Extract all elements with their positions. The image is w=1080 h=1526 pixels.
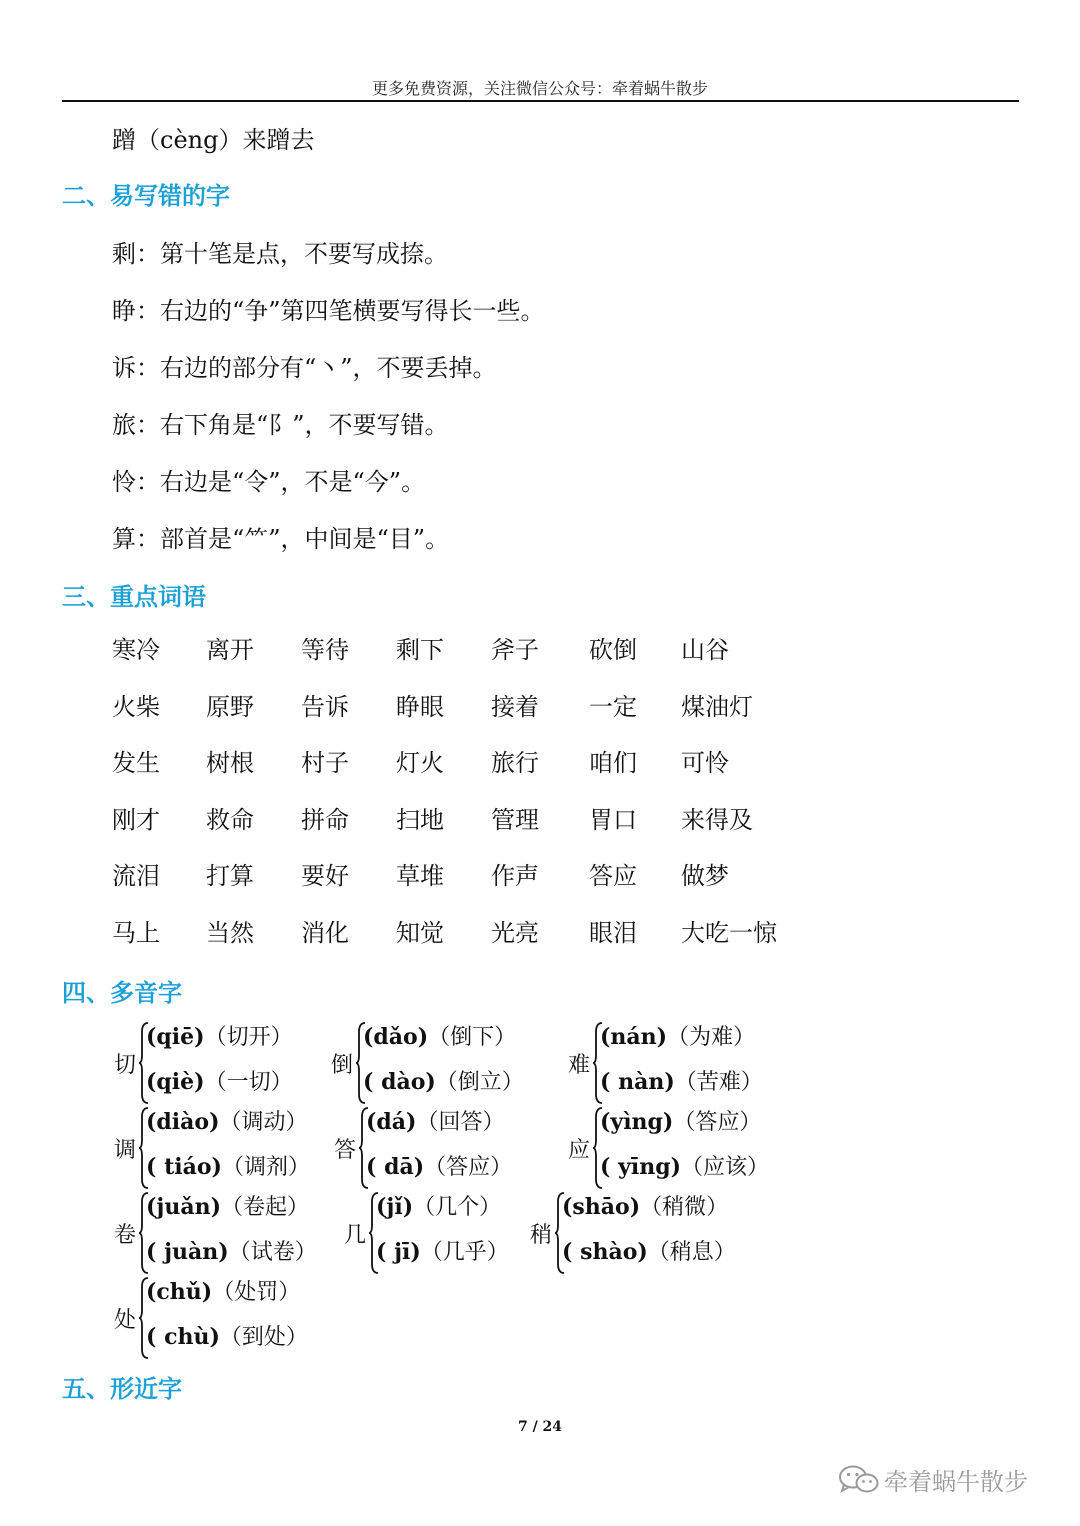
key-word: 灯火 (396, 749, 444, 778)
polyphone-reading (366, 1150, 512, 1181)
key-word: 等待 (301, 636, 349, 664)
polyphone-reading (146, 1275, 300, 1306)
key-word: 要好 (301, 862, 349, 891)
polyphone-reading (146, 1150, 310, 1181)
pinyin: ( dā) (366, 1154, 425, 1180)
key-word: 光亮 (491, 918, 539, 947)
polyphone-reading (600, 1020, 755, 1051)
example-word: （试卷） (228, 1240, 317, 1265)
key-word: 扫地 (396, 805, 444, 834)
pinyin: (dǎo) (363, 1024, 429, 1050)
pinyin: (jǐ) (376, 1194, 414, 1220)
header-divider (62, 100, 1019, 102)
error-prone-item: 旅：右下角是“⻖”，不要写错。 (112, 411, 449, 439)
pinyin: (diào) (146, 1109, 220, 1135)
polyphone-reading (366, 1105, 504, 1136)
polyphone-reading (363, 1020, 516, 1051)
key-word: 斧子 (491, 636, 539, 664)
key-word: 消化 (301, 918, 349, 947)
pinyin: (chǔ) (146, 1279, 213, 1305)
section-heading-5: 五、形近字 (62, 1375, 182, 1403)
section-heading-4: 四、多音字 (62, 979, 182, 1007)
key-word: 原野 (206, 692, 254, 721)
key-word: 知觉 (396, 918, 444, 947)
example-word: （到处） (219, 1325, 308, 1350)
error-prone-item: 睁：右边的“争”第四笔横要写得长一些。 (112, 297, 545, 325)
key-word: 眼泪 (589, 918, 637, 947)
polyphone-reading (376, 1235, 509, 1266)
pinyin: (qiē) (146, 1024, 205, 1050)
key-word: 离开 (206, 636, 254, 664)
error-prone-item: 算：部首是“⺮”，中间是“目”。 (112, 525, 450, 553)
polyphone-char: 稍 (530, 1223, 553, 1248)
pinyin: (shāo) (562, 1194, 641, 1220)
example-word: （回答） (416, 1110, 505, 1135)
key-word: 做梦 (681, 862, 729, 891)
pinyin: ( nàn) (600, 1069, 675, 1095)
key-word: 一定 (589, 692, 637, 721)
pinyin: ( dào) (363, 1069, 436, 1095)
example-word: （倒下） (428, 1025, 517, 1050)
pinyin: (nán) (600, 1024, 668, 1050)
key-word: 旅行 (491, 749, 539, 778)
intro-line: 蹭（cèng）来蹭去 (112, 126, 315, 154)
pinyin: ( chù) (146, 1324, 220, 1350)
key-word: 救命 (206, 805, 254, 834)
polyphone-reading (376, 1190, 501, 1221)
key-word: 大吃一惊 (681, 918, 777, 947)
polyphone-reading (600, 1065, 763, 1096)
key-word: 胃口 (589, 805, 637, 834)
key-word: 可怜 (681, 749, 729, 778)
example-word: （稍微） (640, 1195, 729, 1220)
key-word: 告诉 (301, 692, 349, 721)
polyphone-char: 处 (114, 1308, 137, 1333)
polyphone-reading (562, 1190, 728, 1221)
pinyin: ( tiáo) (146, 1154, 222, 1180)
key-word: 睁眼 (396, 692, 444, 721)
key-word: 来得及 (681, 805, 753, 834)
example-word: （卷起） (221, 1195, 310, 1220)
polyphone-char: 应 (568, 1138, 591, 1163)
pinyin: (yìng) (600, 1109, 674, 1135)
error-prone-item: 诉：右边的部分有“丶”，不要丢掉。 (112, 354, 497, 382)
polyphone-reading (146, 1320, 308, 1351)
polyphone-reading (562, 1235, 736, 1266)
key-word: 管理 (491, 805, 539, 834)
polyphone-char: 调 (114, 1138, 137, 1163)
key-word: 咱们 (589, 749, 637, 778)
pinyin: (dá) (366, 1109, 417, 1135)
key-word: 接着 (491, 692, 539, 721)
key-word: 答应 (589, 862, 637, 891)
key-word: 作声 (491, 862, 539, 891)
example-word: （几乎） (420, 1240, 509, 1265)
key-word: 拼命 (301, 805, 349, 834)
polyphone-reading (146, 1065, 293, 1096)
polyphone-char: 倒 (331, 1053, 354, 1078)
key-word: 刚才 (112, 805, 160, 834)
page-number: 7 / 24 (517, 1419, 563, 1435)
key-word: 火柴 (112, 692, 160, 721)
polyphone-reading (146, 1235, 317, 1266)
wechat-icon (838, 1464, 880, 1494)
example-word: （苦难） (674, 1070, 763, 1095)
key-word: 剩下 (396, 636, 444, 664)
example-word: （答应） (424, 1155, 513, 1180)
polyphone-reading (600, 1150, 769, 1181)
example-word: （处罚） (212, 1280, 301, 1305)
key-word: 山谷 (681, 636, 729, 664)
section-heading-3: 三、重点词语 (62, 583, 206, 611)
watermark-text: 牵着蜗牛散步 (884, 1468, 1028, 1496)
pinyin: (qiè) (146, 1069, 205, 1095)
polyphone-char: 几 (344, 1223, 367, 1248)
example-word: （几个） (413, 1195, 502, 1220)
polyphone-reading (600, 1105, 761, 1136)
example-word: （应该） (681, 1155, 770, 1180)
key-word: 砍倒 (589, 636, 637, 664)
polyphone-char: 切 (114, 1053, 137, 1078)
pinyin: ( yīng) (600, 1154, 681, 1180)
example-word: （倒立） (435, 1070, 524, 1095)
page-header: 更多免费资源，关注微信公众号：牵着蜗牛散步 (371, 79, 708, 98)
key-word: 煤油灯 (681, 692, 753, 721)
section-heading-2: 二、易写错的字 (62, 182, 230, 210)
example-word: （一切） (204, 1070, 293, 1095)
key-word: 寒冷 (112, 636, 160, 664)
key-word: 树根 (206, 749, 254, 778)
polyphone-char: 卷 (114, 1223, 137, 1248)
example-word: （为难） (667, 1025, 756, 1050)
pinyin: ( shào) (562, 1239, 648, 1265)
pinyin: ( juàn) (146, 1239, 229, 1265)
polyphone-char: 难 (568, 1053, 591, 1078)
polyphone-reading (146, 1190, 309, 1221)
polyphone-char: 答 (334, 1138, 357, 1163)
polyphone-reading (146, 1105, 308, 1136)
key-word: 流泪 (112, 862, 160, 891)
error-prone-item: 怜：右边是“令”，不是“今”。 (112, 468, 426, 496)
polyphone-reading (146, 1020, 293, 1051)
example-word: （答应） (673, 1110, 762, 1135)
error-prone-item: 剩：第十笔是点，不要写成捺。 (112, 240, 448, 268)
example-word: （切开） (204, 1025, 293, 1050)
example-word: （稍息） (647, 1240, 736, 1265)
example-word: （调动） (219, 1110, 308, 1135)
key-word: 草堆 (396, 862, 444, 891)
pinyin: (juǎn) (146, 1194, 222, 1220)
polyphone-reading (363, 1065, 524, 1096)
key-word: 当然 (206, 918, 254, 947)
key-word: 发生 (112, 749, 160, 778)
key-word: 马上 (112, 918, 160, 947)
key-word: 村子 (301, 749, 349, 778)
key-word: 打算 (206, 862, 254, 891)
example-word: （调剂） (221, 1155, 310, 1180)
pinyin: ( jī) (376, 1239, 421, 1265)
